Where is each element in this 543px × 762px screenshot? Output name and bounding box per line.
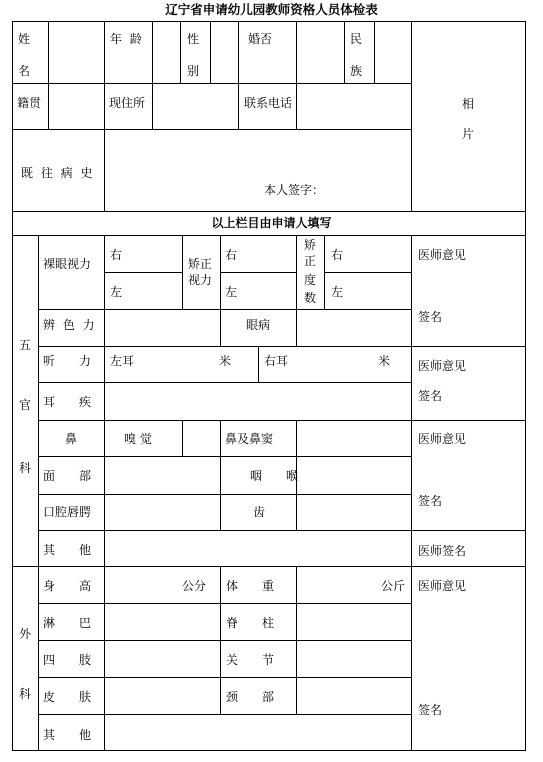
ethnicity-label-2: 族 bbox=[350, 64, 363, 78]
smell-label: 嗅 觉 bbox=[124, 432, 152, 446]
correction-degree-label-3: 度 bbox=[304, 273, 317, 287]
color-vision-label: 辨 色 力 bbox=[43, 318, 97, 332]
form-title: 辽宁省申请幼儿园教师资格人员体检表 bbox=[165, 2, 378, 17]
hearing-label: 听 力 bbox=[43, 354, 92, 368]
correction-degree-label-2: 正 bbox=[304, 254, 317, 268]
applicant-fill-note: 以上栏目由申请人填写 bbox=[211, 216, 332, 230]
wuguan-section-3: 科 bbox=[19, 461, 32, 475]
naked-left-label: 左 bbox=[110, 285, 123, 299]
wuguan-section-1: 五 bbox=[19, 338, 32, 352]
name-label-2: 名 bbox=[18, 64, 31, 78]
photo-label-2: 片 bbox=[462, 127, 475, 141]
corrected-left-label: 左 bbox=[225, 285, 238, 299]
corrected-vision-label-2: 视力 bbox=[188, 273, 213, 287]
marriage-label: 婚否 bbox=[248, 32, 273, 46]
naked-right-label: 右 bbox=[110, 248, 123, 262]
teeth-label: 齿 bbox=[253, 505, 266, 519]
weight-unit: 公斤 bbox=[381, 579, 406, 593]
vision-doctor-sign: 签名 bbox=[418, 310, 443, 324]
nose-doctor-sign: 签名 bbox=[418, 494, 443, 508]
correction-degree-label-1: 矫 bbox=[304, 238, 317, 252]
neck-label: 颈 部 bbox=[226, 690, 275, 704]
native-place-label: 籍贯 bbox=[17, 96, 42, 110]
correction-degree-label-4: 数 bbox=[304, 291, 317, 305]
sinus-label: 鼻及鼻窦 bbox=[225, 432, 274, 446]
residence-label: 现住所 bbox=[109, 96, 146, 110]
ear-doctor-opinion: 医师意见 bbox=[418, 359, 467, 373]
right-ear-label: 右耳 bbox=[264, 354, 289, 368]
degree-right-label: 右 bbox=[331, 248, 344, 262]
left-ear-label: 左耳 bbox=[110, 354, 135, 368]
height-unit: 公分 bbox=[182, 579, 207, 593]
vision-doctor-opinion: 医师意见 bbox=[418, 248, 467, 262]
applicant-signature-label: 本人签字： bbox=[264, 183, 325, 197]
joints-label: 关 节 bbox=[226, 653, 275, 667]
oral-label: 口腔唇腭 bbox=[43, 505, 92, 519]
height-label: 身 高 bbox=[43, 579, 92, 593]
nose-label: 鼻 bbox=[65, 432, 78, 446]
surgery-other-label: 其 他 bbox=[43, 728, 92, 742]
wuguan-doctor-signature: 医师签名 bbox=[418, 544, 467, 558]
medical-history-label: 既 往 病 史 bbox=[21, 166, 95, 180]
corrected-right-label: 右 bbox=[225, 248, 238, 262]
name-label-1: 姓 bbox=[18, 32, 31, 46]
pharynx-label: 咽 喉 bbox=[250, 469, 299, 483]
photo-label-1: 相 bbox=[462, 97, 475, 111]
lymph-label: 淋 巴 bbox=[43, 616, 92, 630]
weight-label: 体 重 bbox=[226, 579, 275, 593]
wuguan-section-2: 官 bbox=[19, 398, 32, 412]
gender-label-1: 性 bbox=[187, 32, 200, 46]
age-label: 年 龄 bbox=[110, 32, 144, 46]
spine-label: 脊 柱 bbox=[226, 616, 275, 630]
ear-doctor-sign: 签名 bbox=[418, 389, 443, 403]
face-label: 面 部 bbox=[43, 469, 92, 483]
degree-left-label: 左 bbox=[331, 285, 344, 299]
surgery-section-1: 外 bbox=[19, 627, 32, 641]
eye-disease-label: 眼病 bbox=[246, 318, 271, 332]
phone-label: 联系电话 bbox=[244, 96, 293, 110]
gender-label-2: 别 bbox=[187, 64, 200, 78]
corrected-vision-label-1: 矫正 bbox=[188, 257, 213, 271]
skin-label: 皮 肤 bbox=[43, 690, 92, 704]
surgery-doctor-sign: 签名 bbox=[418, 703, 443, 717]
nose-doctor-opinion: 医师意见 bbox=[418, 432, 467, 446]
limbs-label: 四 肢 bbox=[43, 653, 92, 667]
surgery-doctor-opinion: 医师意见 bbox=[418, 579, 467, 593]
ethnicity-label-1: 民 bbox=[350, 32, 363, 46]
ear-disease-label: 耳 疾 bbox=[43, 395, 92, 409]
surgery-section-2: 科 bbox=[19, 687, 32, 701]
right-ear-unit: 米 bbox=[378, 354, 391, 368]
naked-vision-label: 裸眼视力 bbox=[43, 257, 92, 271]
left-ear-unit: 米 bbox=[219, 354, 232, 368]
wuguan-other-label: 其 他 bbox=[43, 543, 92, 557]
